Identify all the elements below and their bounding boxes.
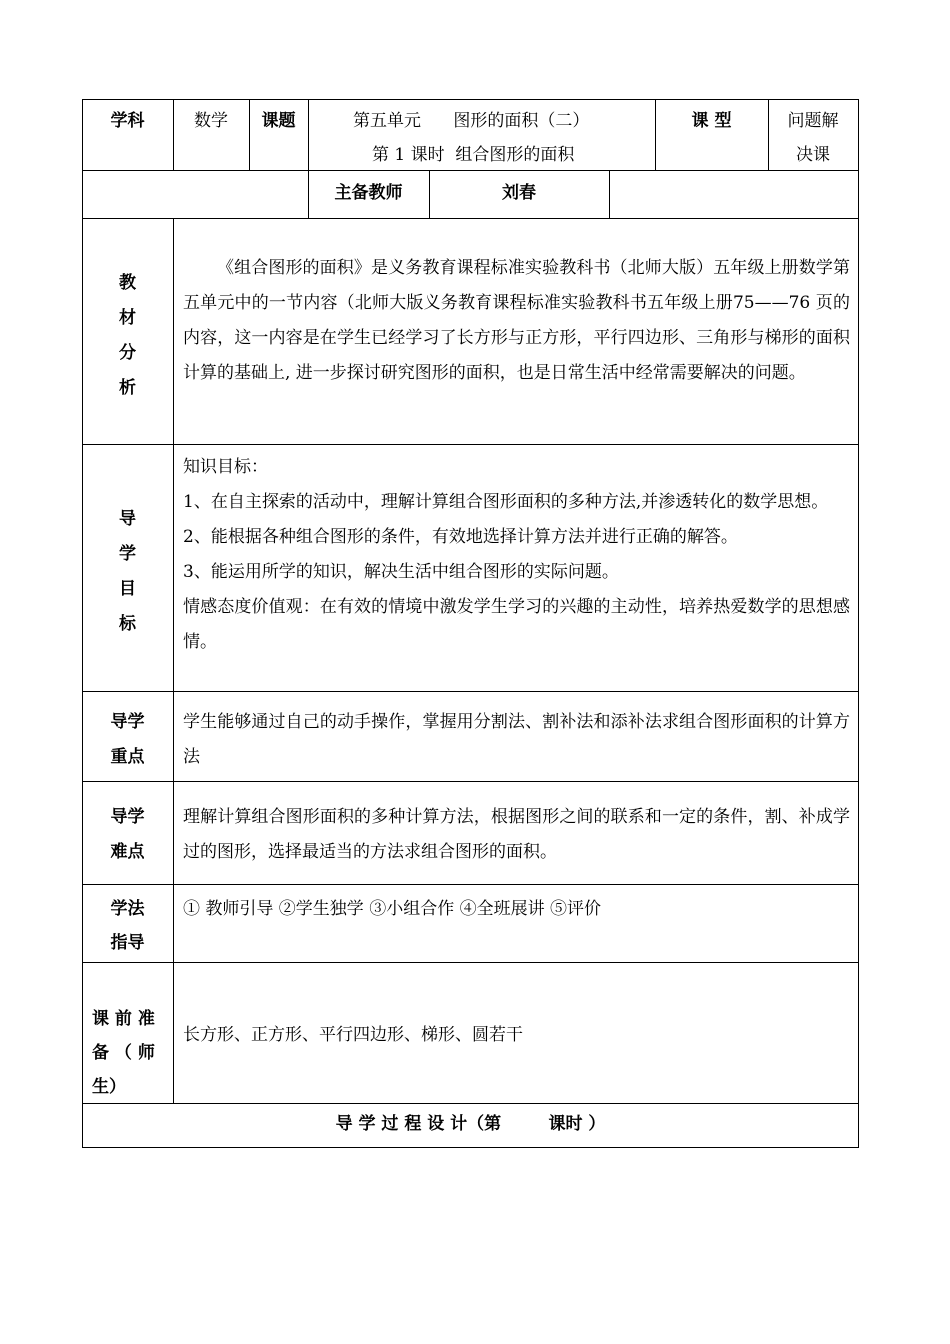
goals-line: 1、在自主探索的活动中，理解计算组合图形面积的多种方法,并渗透转化的数学思想。 [183, 492, 829, 512]
difficulty-text: 理解计算组合图形面积的多种计算方法，根据图形之间的联系和一定的条件，割、补成学过的图形，选择最适当的方法求组合图形的面积。 [183, 807, 850, 862]
goals-line: 知识目标： [183, 457, 268, 477]
analysis-label-char: 教 [119, 273, 136, 293]
lead-teacher-name: 刘春 [502, 183, 536, 203]
col-divider [308, 99, 309, 170]
topic-line-1: 第五单元 图形的面积（二） [353, 111, 590, 131]
prep-text: 长方形、正方形、平行四边形、梯形、圆若干 [183, 1025, 523, 1045]
analysis-label-char: 析 [119, 378, 136, 398]
row-divider [82, 781, 859, 782]
goals-line: 情感态度价值观：在有效的情境中激发学生学习的兴趣的主动性，培养热爱数学的思想感情。 [183, 597, 850, 652]
row-divider [82, 884, 859, 885]
lead-teacher-label: 主备教师 [334, 183, 403, 203]
difficulty-label-1: 导学 [110, 807, 145, 827]
lesson-type-label: 课 型 [691, 111, 732, 131]
topic-line-2: 第 1 课时 组合图形的面积 [372, 145, 575, 165]
goals-label [82, 502, 173, 642]
prep-label-3: 生） [92, 1077, 126, 1097]
process-title: 导 学 过 程 设 计（第 课时 ） [335, 1114, 606, 1134]
analysis-label-char: 材 [119, 308, 136, 328]
focus-label-1: 导学 [110, 712, 145, 732]
goals-label-char: 标 [119, 614, 136, 634]
goals-label-char: 目 [119, 579, 136, 599]
table-border-bottom [82, 1147, 859, 1148]
subject-value: 数学 [194, 111, 228, 131]
col-divider [609, 170, 610, 218]
row-divider [82, 962, 859, 963]
table-border-top [82, 99, 859, 100]
goals-line: 2、能根据各种组合图形的条件，有效地选择计算方法并进行正确的解答。 [183, 527, 738, 547]
goals-label-char: 导 [119, 509, 136, 529]
focus-label-2: 重点 [110, 747, 145, 767]
method-text: ① 教师引导 ②学生独学 ③小组合作 ④全班展讲 ⑤评价 [183, 899, 602, 919]
row-divider [82, 691, 859, 692]
row-divider [82, 444, 859, 445]
topic-label: 课题 [261, 111, 296, 131]
prep-label-1: 课 前 准 [92, 1009, 155, 1029]
goals-line: 3、能运用所学的知识，解决生活中组合图形的实际问题。 [183, 562, 619, 582]
table-border-right [858, 99, 859, 1148]
prep-label-2: 备 （ 师 [92, 1043, 155, 1063]
focus-text: 学生能够通过自己的动手操作，掌握用分割法、割补法和添补法求组合图形面积的计算方法 [183, 712, 850, 767]
subject-label: 学科 [110, 111, 145, 131]
lesson-type-value-1: 问题解 [787, 111, 839, 131]
goals-label-char: 学 [119, 544, 136, 564]
method-label-1: 学法 [110, 899, 145, 919]
lesson-type-value-2: 决课 [796, 145, 830, 165]
analysis-label-char: 分 [119, 343, 136, 363]
analysis-label [82, 266, 173, 406]
row-divider [82, 1103, 859, 1104]
difficulty-label-2: 难点 [110, 842, 145, 862]
analysis-text: 《组合图形的面积》是义务教育课程标准实验教科书（北师大版）五年级上册数学第五单元中的一节内容（北师大版义务教育课程标准实验教科书五年级上册75——76 页的内容，这一内容是在学生已经学习了长方形与正方形，平行四边形、三角形与梯形的面积计算的基础上, 进一步探讨研究图形的面积，也是日常生活中经常需要解决的问题。 [183, 258, 850, 383]
goals-text [173, 450, 858, 660]
row-divider [82, 218, 859, 219]
method-label-2: 指导 [110, 933, 145, 953]
